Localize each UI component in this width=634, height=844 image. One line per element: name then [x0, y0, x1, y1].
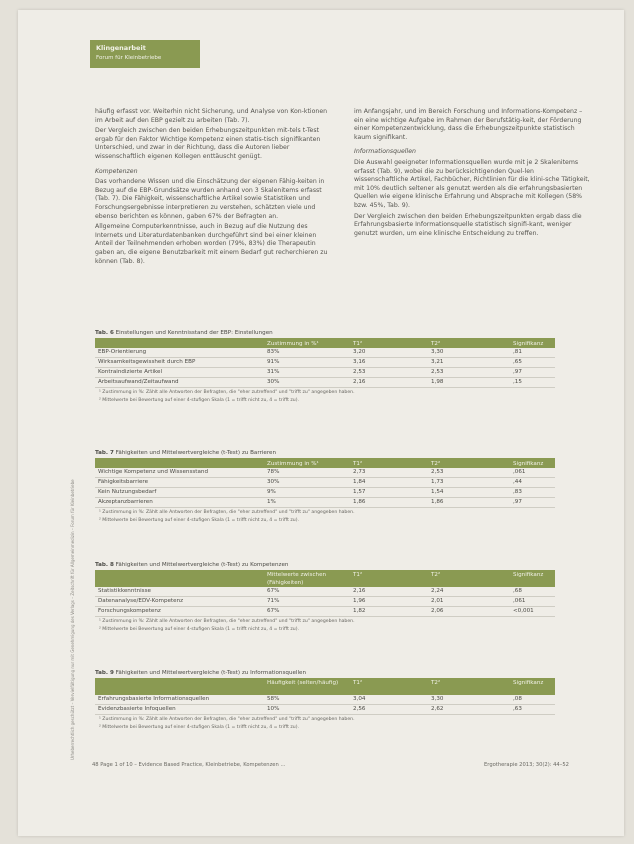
table-header-row: Zustimmung in %¹ T1² T2² Signifikanz [95, 338, 555, 348]
table-caption: Tab. 8 Fähigkeiten und Mittelwertvergleiche (t-Test) zu Kompetenzen [95, 562, 289, 568]
paragraph: im Anfangsjahr, und im Bereich Forschung und Informations-Kompetenz – ein eine wichtige Aufgabe im Rahmen der Berufstätig-keit, der Förderung einer Kompetenzentwicklung, dass die Erhebungszeitpunkte statistisch kaum signifikant. [354, 108, 583, 141]
table-caption: Tab. 7 Fähigkeiten und Mittelwertvergleiche (t-Test) zu Barrieren [95, 450, 277, 456]
table-row: EBP-Orientierung 83% 3,20 3,30 ,81 [95, 348, 555, 358]
table-header-row: Häufigkeit (selten/häufig) T1² T2² Signifikanz [95, 678, 555, 695]
paragraph: Das vorhandene Wissen und die Einschätzung der eigenen Fähig-keiten in Bezug auf die EBP-Grundsätze wurden anhand von 3 Skalenitems erfasst (Tab. 7). Die Fähigkeit, wissenschaftliche Artikel sowie Statistiken und Forschungsergebnisse interpretieren zu verstehen, schätzten viele und ebenso berichten es können, gaben 67% der Befragten an. [95, 178, 325, 220]
table-row: Statistikkenntnisse 67% 2,16 2,24 ,68 [95, 587, 555, 597]
table-row: Forschungskompetenz 67% 1,82 2,06 <0,001 [95, 607, 555, 617]
section-title: Klingenarbeit [96, 44, 146, 52]
table-row: Erfahrungsbasierte Informationsquellen 58% 3,04 3,30 ,08 [95, 695, 555, 705]
paragraph: häufig erfasst vor. Weiterhin nicht Sicherung, und Analyse von Kon-ktionen im Arbeit auf den EBP gezielt zu arbeiten (Tab. 7). [95, 108, 328, 124]
sidebar-copyright-text: Urheberrechtlich geschützt – Vervielfältigung nur mit Genehmigung des Verlags – Zeitschrift für Allgemeinmedizin – Forum für Kleinbetriebe [70, 479, 75, 760]
table-row: Akzeptanzbarrieren 1% 1,86 1,86 ,97 [95, 498, 555, 508]
table-6 [95, 328, 555, 404]
table-7 [95, 448, 555, 524]
left-column [95, 108, 335, 268]
table-caption: Tab. 9 Fähigkeiten und Mittelwertvergleiche (t-Test) zu Informationsquellen [95, 670, 307, 676]
footer-right: Ergotherapie 2013; 30(2): 44–52 [484, 762, 569, 768]
table-row: Evidenzbasierte Infoquellen 10% 2,56 2,62 ,63 [95, 705, 555, 715]
table-row: Wirksamkeitsgewissheit durch EBP 91% 3,16 3,21 ,65 [95, 358, 555, 368]
table-footnote: ² Mittelwerte bei Bewertung auf einer 4-stufigen Skala (1 = trifft nicht zu, 4 = trifft zu). [99, 627, 299, 632]
table-row: Kein Nutzungsbedarf 9% 1,57 1,54 ,83 [95, 488, 555, 498]
table-row: Arbeitsaufwand/Zeitaufwand 30% 2,16 1,98 ,15 [95, 378, 555, 388]
table-footnote: ¹ Zustimmung in %: Zählt alle Antworten der Befragten, die "eher zutreffend" und "trifft zu" angegeben haben. [99, 717, 355, 722]
table-8 [95, 560, 555, 633]
table-header-row: Mittelwerte zwischen (Fähigkeiten) T1² T2² Signifikanz [95, 570, 555, 587]
table-footnote: ² Mittelwerte bei Bewertung auf einer 4-stufigen Skala (1 = trifft nicht zu, 4 = trifft zu). [99, 725, 299, 730]
section-subtitle: Forum für Kleinbetriebe [96, 55, 162, 61]
table-row: Fähigkeitsbarriere 30% 1,84 1,73 ,44 [95, 478, 555, 488]
paragraph: Die Auswahl geeigneter Informationsquellen wurde mit je 2 Skalenitems erfasst (Tab. 9), wobei die zu berücksichtigenden Quel-len wissenschaftliche Artikel, Fachbücher, Richtlinien für die klini-sche Tätigkeit, mit 10% deutlich seltener als genutzt werden als die erfahrungsbasierten Quellen wie eigene klinische Erfahrung und Absprache mit Kollegen (58% bzw. 45%, Tab. 9). [354, 158, 590, 209]
table-footnote: ¹ Zustimmung in %: Zählt alle Antworten der Befragten, die "eher zutreffend" und "trifft zu" angegeben haben. [99, 390, 355, 395]
table-footnote: ² Mittelwerte bei Bewertung auf einer 4-stufigen Skala (1 = trifft nicht zu, 4 = trifft zu). [99, 398, 299, 403]
table-footnote: ¹ Zustimmung in %: Zählt alle Antworten der Befragten, die "eher zutreffend" und "trifft zu" angegeben haben. [99, 510, 355, 515]
footer-left: 48 Page 1 of 10 – Evidence Based Practice, Kleinbetriebe, Kompetenzen ... [92, 762, 286, 768]
table-row: Wichtige Kompetenz und Wissensstand 78% 2,73 2,53 ,061 [95, 468, 555, 478]
paragraph: Der Vergleich zwischen den beiden Erhebungszeitpunkten mit-tels t-Test ergab für den Faktor Wichtige Kompetenz einen statis-tisch signifikanten Unterschied, und zwar in der Richtung, dass die Autoren lieber wissenschaftlich eigenen Kollegen enttäuscht genügt. [95, 127, 321, 160]
section-header [90, 40, 200, 68]
right-column [354, 108, 590, 240]
paragraph: Der Vergleich zwischen den beiden Erhebungszeitpunkten ergab dass die Erfahrungsbasierte Informationsquelle statistisch signifi-kant, weniger genutzt wurden, um eine klinische Entscheidung zu treffen. [354, 212, 582, 237]
subheading: Informationsquellen [354, 148, 416, 156]
table-header-row: Zustimmung in %¹ T1² T2² Signifikanz [95, 458, 555, 468]
subheading: Kompetenzen [95, 167, 138, 175]
paragraph: Allgemeine Computerkenntnisse, auch in Bezug auf die Nutzung des Internets und Literaturdatenbanken durchgeführt sind bei einer kleinen Anteil der Teilnehmenden erhoben worden (79%, 83%) die Therapeutin gaben an, die eigene Benutzbarkeit mit einem Bedarf gut recherchieren zu können (Tab. 8). [95, 223, 328, 265]
table-footnote: ¹ Zustimmung in %: Zählt alle Antworten der Befragten, die "eher zutreffend" und "trifft zu" angegeben haben. [99, 619, 355, 624]
table-caption: Tab. 6 Einstellungen und Kenntnisstand der EBP: Einstellungen [95, 330, 273, 336]
table-row: Kontraindizierte Artikel 31% 2,53 2,53 ,97 [95, 368, 555, 378]
table-footnote: ² Mittelwerte bei Bewertung auf einer 4-stufigen Skala (1 = trifft nicht zu, 4 = trifft zu). [99, 518, 299, 523]
table-row: Datenanalyse/EDV-Kompetenz 71% 1,96 2,01 ,061 [95, 597, 555, 607]
table-9 [95, 668, 555, 731]
